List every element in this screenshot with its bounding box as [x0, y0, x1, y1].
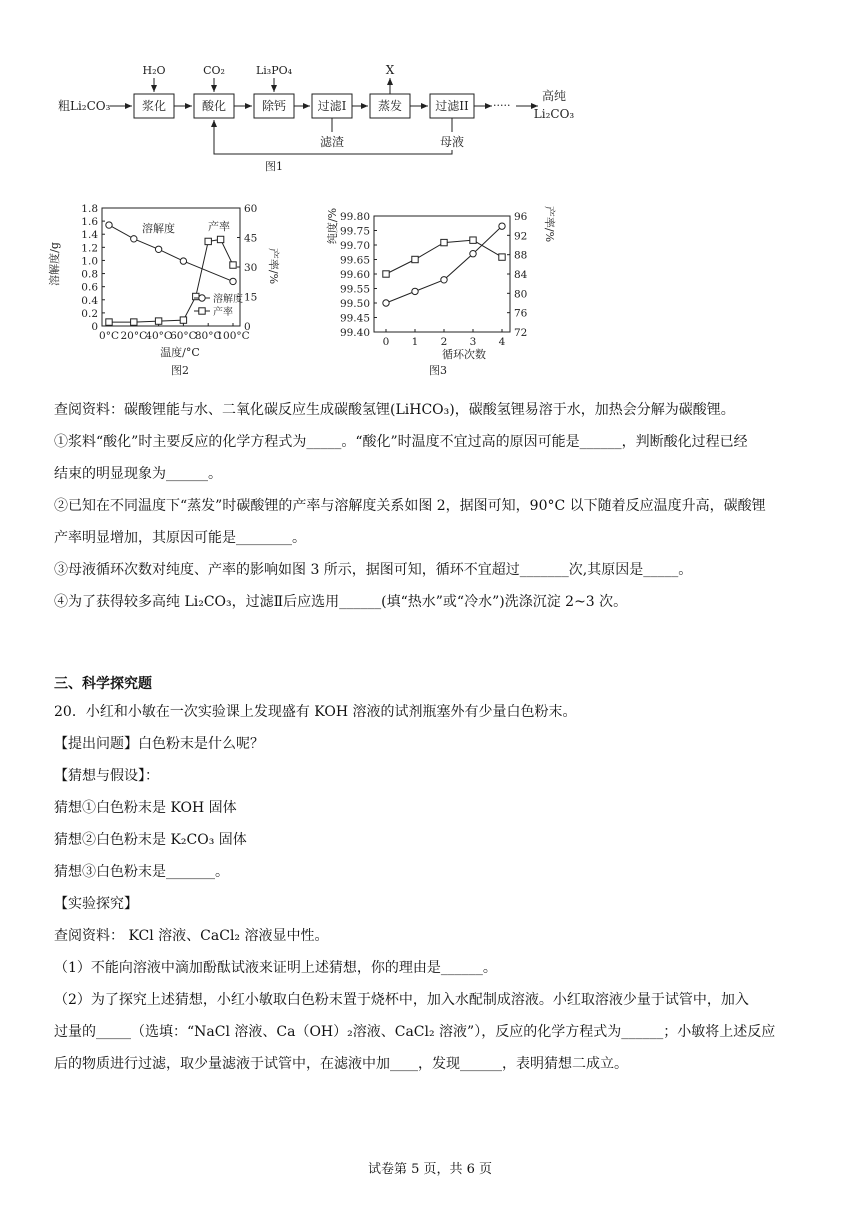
flow-input-li3po4: Li₃PO₄: [255, 64, 293, 77]
data-point: [155, 246, 161, 252]
data-point: [412, 288, 418, 294]
data-point: [205, 238, 211, 244]
part-1: （1）不能向溶液中滴加酚酞试液来证明上述猜想，你的理由是______。: [54, 960, 497, 976]
y2-tick-label: 72: [514, 327, 528, 339]
guess-3: 猜想③白色粉末是_______。: [54, 864, 229, 880]
data-point: [499, 223, 505, 229]
y-tick-label: 1.2: [81, 242, 98, 255]
fig2-annot-solubility: 溶解度: [142, 222, 175, 235]
x-tick-label: 20°C: [120, 330, 148, 342]
y2-tick-label: 45: [244, 232, 258, 245]
question-4: ④为了获得较多高纯 Li₂CO₃，过滤Ⅱ后应选用______(填“热水”或“冷水”)洗涤沉淀 2~3 次。: [54, 594, 628, 610]
question-3: ③母液循环次数对纯度、产率的影响如图 3 所示，据图可知，循环不宜超过_______次,其原因是_____。: [54, 562, 693, 578]
x-tick-label: 60°C: [170, 330, 197, 342]
y2-tick-label: 84: [514, 269, 528, 281]
data-point: [470, 251, 476, 257]
y2-tick-label: 92: [514, 230, 528, 243]
y-tick-label: 1.8: [81, 203, 98, 215]
y2-tick-label: 0: [244, 321, 251, 333]
y2-tick-label: 60: [244, 203, 258, 215]
reference-note-2: 查阅资料： KCl 溶液、CaCl₂ 溶液显中性。: [54, 928, 329, 944]
y-tick-label: 99.70: [339, 240, 370, 252]
fig2-xlabel: 温度/°C: [160, 346, 200, 359]
legend-marker: [199, 295, 205, 301]
y2-tick-label: 80: [514, 288, 528, 301]
data-point: [230, 278, 236, 284]
y-tick-label: 0.2: [81, 307, 98, 320]
flow-input-co2: CO₂: [203, 64, 225, 77]
data-point: [230, 262, 236, 268]
flow-end-2: Li₂CO₃: [533, 107, 575, 121]
flow-step-2: 酸化: [201, 99, 227, 113]
series-primary: [383, 223, 505, 306]
chart-fig2: [40, 196, 280, 382]
data-point: [383, 300, 389, 306]
guess-heading: 【猜想与假设】：: [54, 768, 159, 784]
fig2-caption: 图2: [171, 364, 189, 377]
y-tick-label: 0.8: [81, 268, 98, 281]
fig3-caption: 图3: [429, 364, 447, 377]
experiment-heading: 【实验探究】: [54, 896, 138, 912]
x-tick-label: 40°C: [145, 330, 172, 342]
guess-2: 猜想②白色粉末是 K₂CO₃ 固体: [54, 832, 247, 848]
chart-fig3: [326, 196, 558, 382]
x-tick-label: 80°C: [194, 330, 222, 342]
question-2-line-1: ②已知在不同温度下“蒸发”时碳酸锂的产率与溶解度关系如图 2，据图可知，90°C 以下随着反应温度升高，碳酸锂: [54, 498, 766, 514]
flow-input-h2o: H₂O: [142, 64, 166, 77]
part-2-line-2: 过量的_____（选填：“NaCl 溶液、Ca（OH）₂溶液、CaCl₂ 溶液”），反应的化学方程式为______；小敏将上述反应: [54, 1024, 776, 1040]
y-tick-label: 1.0: [81, 255, 98, 268]
part-2-line-3: 后的物质进行过滤，取少量滤液于试管中，在滤液中加____，发现______，表明猜想二成立。: [54, 1056, 628, 1072]
y-tick-label: 99.45: [339, 312, 370, 325]
data-point: [193, 293, 199, 299]
reference-note: 查阅资料：碳酸锂能与水、二氧化碳反应生成碳酸氢锂(LiHCO₃)，碳酸氢锂易溶于水，加热会分解为碳酸锂。: [54, 402, 735, 418]
x-tick-label: 3: [469, 336, 477, 348]
y2-tick-label: 88: [514, 249, 528, 262]
question-1-line-1: ①浆料“酸化”时主要反应的化学方程式为_____。“酸化”时温度不宜过高的原因可能是______，判断酸化过程已经: [54, 434, 748, 450]
x-tick-label: 1: [411, 336, 419, 348]
y-tick-label: 0.4: [81, 294, 98, 307]
data-point: [217, 236, 223, 242]
series-secondary: [383, 237, 505, 277]
fig3-ylabel: 纯度/%: [326, 207, 339, 245]
question-2-line-2: 产率明显增加，其原因可能是________。: [54, 530, 306, 546]
y-tick-label: 0: [91, 321, 98, 333]
data-point: [441, 277, 447, 283]
data-point: [470, 237, 476, 243]
data-point: [499, 254, 505, 260]
flow-start: 粗Li₂CO₃: [58, 99, 111, 113]
y-tick-label: 0.6: [81, 281, 98, 294]
y-tick-label: 99.40: [339, 327, 370, 339]
fig3-xlabel: 循环次数: [442, 348, 486, 361]
fig2-annot-yield: 产率: [208, 220, 230, 233]
legend-label: 溶解度: [213, 294, 243, 305]
fig2-ylabel: 溶解度/g: [48, 242, 61, 286]
flow-step-4: 过滤I: [317, 99, 347, 113]
x-tick-label: 2: [440, 336, 448, 348]
x-tick-label: 0: [382, 336, 390, 348]
flow-dots: ·····: [493, 99, 511, 112]
series-line: [386, 226, 502, 303]
plot-frame: [374, 216, 510, 332]
data-point: [383, 271, 389, 277]
ask-question: 【提出问题】白色粉末是什么呢？: [54, 736, 264, 752]
flow-caption: 图1: [265, 160, 283, 173]
text-block: [54, 394, 814, 618]
y2-tick-label: 15: [244, 291, 258, 304]
fig3-y2label: 产率/%: [543, 205, 556, 243]
section-heading: 三、科学探究题: [54, 676, 152, 692]
data-point: [180, 317, 186, 323]
question-1-line-2: 结束的明显现象为______。: [54, 466, 222, 482]
fig2-y2label: 产率/%: [267, 247, 280, 285]
question-20: 20．小红和小敏在一次实验课上发现盛有 KOH 溶液的试剂瓶塞外有少量白色粉末。: [54, 704, 577, 720]
x-tick-label: 4: [498, 336, 506, 348]
y-tick-label: 99.75: [339, 225, 370, 238]
page-footer: 试卷第 5 页，共 6 页: [367, 1162, 493, 1177]
flow-end-1: 高纯: [541, 89, 567, 103]
data-point: [131, 236, 137, 242]
y-tick-label: 99.60: [339, 269, 370, 281]
y2-tick-label: 30: [244, 262, 258, 274]
guess-1: 猜想①白色粉末是 KOH 固体: [54, 800, 237, 816]
data-point: [412, 256, 418, 262]
legend: [194, 292, 243, 318]
flow-step-3: 除钙: [261, 99, 287, 113]
flowchart: [40, 56, 600, 176]
data-point: [106, 222, 112, 228]
data-point: [106, 319, 112, 325]
x-tick-label: 0°C: [99, 330, 119, 342]
flow-step-1: 浆化: [141, 99, 167, 113]
legend-label: 产率: [213, 307, 233, 318]
flow-residue: 滤渣: [319, 135, 345, 149]
y2-tick-label: 76: [514, 307, 528, 320]
y-tick-label: 99.55: [339, 283, 370, 296]
flow-step-5: 蒸发: [377, 99, 403, 113]
flow-x: X: [385, 63, 395, 77]
legend-marker: [199, 308, 205, 314]
data-point: [441, 239, 447, 245]
data-point: [180, 258, 186, 264]
y-tick-label: 99.65: [339, 254, 370, 267]
data-point: [131, 319, 137, 325]
flow-mother-liquor: 母液: [439, 135, 465, 149]
data-point: [155, 318, 161, 324]
flow-step-6: 过滤II: [435, 99, 469, 113]
section-3: [54, 668, 814, 1080]
y-tick-label: 99.80: [339, 211, 370, 223]
x-tick-label: 100°C: [216, 330, 250, 342]
y2-tick-label: 96: [514, 211, 528, 223]
part-2-line-1: （2）为了探究上述猜想，小红小敏取白色粉末置于烧杯中，加入水配制成溶液。小红取溶液少量于试管中，加入: [54, 992, 749, 1008]
y-tick-label: 1.6: [81, 216, 98, 229]
y-tick-label: 99.50: [339, 298, 370, 310]
y-tick-label: 1.4: [81, 229, 98, 242]
